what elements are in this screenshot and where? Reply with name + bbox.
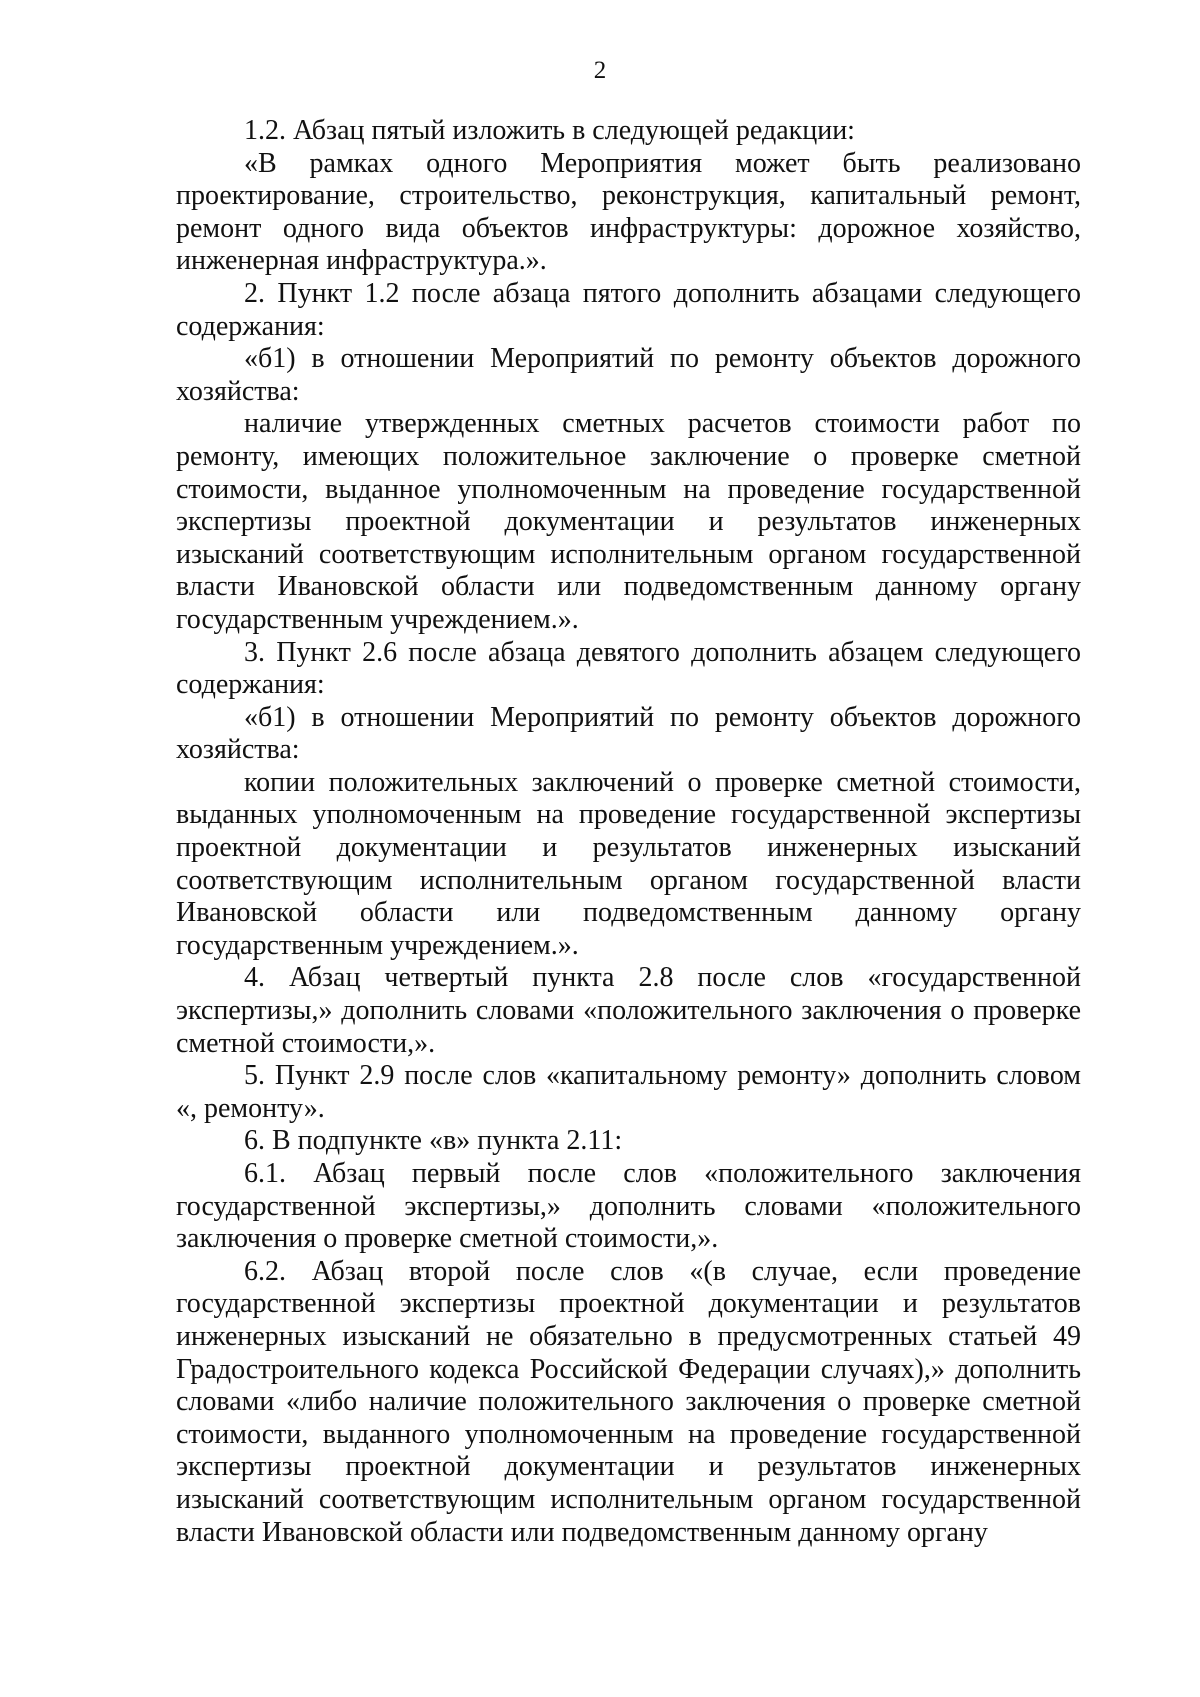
paragraph-5: 5. Пункт 2.9 после слов «капитальному ремонту» дополнить словом «, ремонту».	[176, 1060, 1081, 1124]
paragraph-1-2-quote: «В рамках одного Мероприятия может быть реализовано проектирование, строительство, реконструкция, капитальный ремонт, ремонт одного вида объектов инфраструктуры: дорожное хозяйство, инженерная инфраструктура.».	[176, 147, 1081, 277]
paragraph-3: 3. Пункт 2.6 после абзаца девятого дополнить абзацем следующего содержания:	[176, 636, 1081, 701]
paragraph-3-b1: «б1) в отношении Мероприятий по ремонту объектов дорожного хозяйства:	[176, 701, 1081, 766]
paragraph-4: 4. Абзац четвертый пункта 2.8 после слов «государственной экспертизы,» дополнить словами «положительного заключения о проверке сметной стоимости,».	[176, 962, 1081, 1059]
paragraph-2: 2. Пункт 1.2 после абзаца пятого дополнить абзацами следующего содержания:	[176, 277, 1081, 342]
document-body	[176, 115, 1081, 1549]
paragraph-2-b1: «б1) в отношении Мероприятий по ремонту объектов дорожного хозяйства:	[176, 343, 1081, 407]
page-number: 2	[593, 57, 607, 84]
paragraph-2-b1-text: наличие утвержденных сметных расчетов стоимости работ по ремонту, имеющих положительное заключение о проверке сметной стоимости, выданное уполномоченным на проведение государственной экспертизы проектной документации и результатов инженерных изысканий соответствующим исполнительным органом государственной власти Ивановской области или подведомственным данному органу государственным учреждением.».	[176, 408, 1081, 635]
paragraph-6-1: 6.1. Абзац первый после слов «положительного заключения государственной экспертизы,» дополнить словами «положительного заключения о проверке сметной стоимости,».	[176, 1158, 1081, 1255]
paragraph-1-2: 1.2. Абзац пятый изложить в следующей редакции:	[244, 115, 855, 146]
paragraph-3-b1-text: копии положительных заключений о проверке сметной стоимости, выданных уполномоченным на проведение государственной экспертизы проектной документации и результатов инженерных изысканий соответствующим исполнительным органом государственной власти Ивановской области или подведомственным данному органу государственным учреждением.».	[176, 766, 1081, 961]
paragraph-6-2: 6.2. Абзац второй после слов «(в случае, если проведение государственной экспертизы проектной документации и результатов инженерных изысканий не обязательно в предусмотренных статьей 49 Градостроительного кодекса Российской Федерации случаях),» дополнить словами «либо наличие положительного заключения о проверке сметной стоимости, выданного уполномоченным на проведение государственной экспертизы проектной документации и результатов инженерных изысканий соответствующим исполнительным органом государственной власти Ивановской области или подведомственным данному органу	[176, 1255, 1081, 1548]
paragraph-6: 6. В подпункте «в» пункта 2.11:	[244, 1125, 623, 1157]
